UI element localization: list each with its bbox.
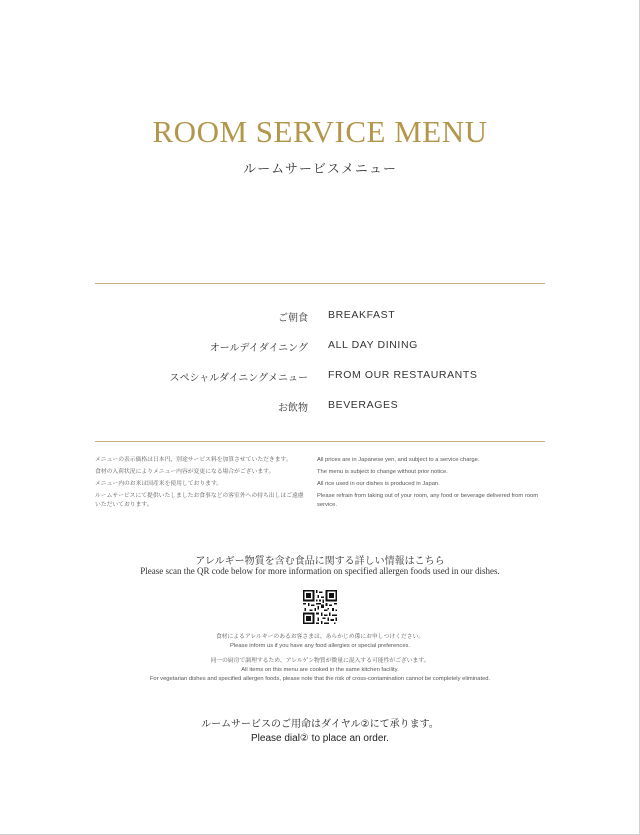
allergen-note: 同一の厨房で調理するため、アレルゲン物質が微量に混入する可能性がございます。 — [210, 658, 430, 664]
menu-item-label-jp: お飲物 — [278, 403, 308, 414]
allergen-notes — [0, 633, 640, 684]
qr-code-icon[interactable] — [303, 590, 337, 624]
note-jp: メニューの表示価格は日本円、別途サービス料を加算させていただきます。 — [95, 457, 292, 463]
page-subtitle: ルームサービスメニュー — [243, 161, 397, 176]
menu-item-label-en: FROM OUR RESTAURANTS — [328, 369, 478, 381]
page-title: ROOM SERVICE MENU — [152, 114, 488, 149]
menu-item-from-our-restaurants[interactable] — [95, 369, 545, 399]
menu-item-beverages[interactable] — [95, 399, 545, 429]
menu-item-label-jp: オールデイダイニング — [209, 343, 308, 354]
order-instruction-jp: ルームサービスのご用命はダイヤル②にて承ります。 — [201, 719, 439, 730]
divider-top — [95, 283, 545, 284]
menu-item-all-day-dining[interactable] — [95, 339, 545, 369]
menu-item-label-en: BREAKFAST — [328, 309, 396, 321]
allergen-note: For vegetarian dishes and specified allergen foods, please note that the risk of cross-contamination cannot be completely eliminated. — [149, 676, 491, 682]
allergen-note: 食材によるアレルギーのあるお客さまは、あらかじめ係にお申しつけください。 — [215, 634, 425, 640]
allergen-heading-jp: アレルギー物質を含む食品に関する詳しい情報はこちら — [195, 556, 445, 567]
note-en: The menu is subject to change without prior notice. — [317, 469, 448, 475]
allergen-heading-en: Please scan the QR code below for more information on specified allergen foods used in our dishes. — [140, 566, 500, 576]
allergen-note: Please inform us if you have any food allergies or special preferences. — [229, 643, 411, 649]
notes-japanese — [95, 456, 305, 513]
order-instruction-en: Please dial② to place an order. — [251, 733, 389, 744]
note-jp: メニュー内のお米は国産米を使用しております。 — [95, 481, 223, 487]
note-jp: ルームサービスにて提供いたしましたお食事などの客室外への持ち出しはご遠慮いただいております。 — [95, 493, 304, 508]
menu-item-label-jp: スペシャルダイニングメニュー — [169, 373, 308, 384]
divider-middle — [95, 441, 545, 442]
menu-item-label-en: BEVERAGES — [328, 399, 399, 411]
menu-item-label-en: ALL DAY DINING — [328, 339, 418, 351]
notes-english — [317, 456, 547, 513]
note-en: All rice used in our dishes is produced in Japan. — [317, 481, 440, 487]
note-en: Please refrain from taking out of your room, any food or beverage delivered from room service. — [317, 493, 539, 508]
allergen-note: All items on this menu are cooked in the same kitchen facility. — [241, 667, 399, 673]
note-en: All prices are in Japanese yen, and subject to a service charge. — [317, 457, 480, 463]
menu-item-label-jp: ご朝食 — [278, 313, 308, 324]
menu-category-list — [95, 309, 545, 429]
menu-item-breakfast[interactable] — [95, 309, 545, 339]
note-jp: 食材の入荷状況によりメニュー内容が変更になる場合がございます。 — [95, 469, 275, 475]
